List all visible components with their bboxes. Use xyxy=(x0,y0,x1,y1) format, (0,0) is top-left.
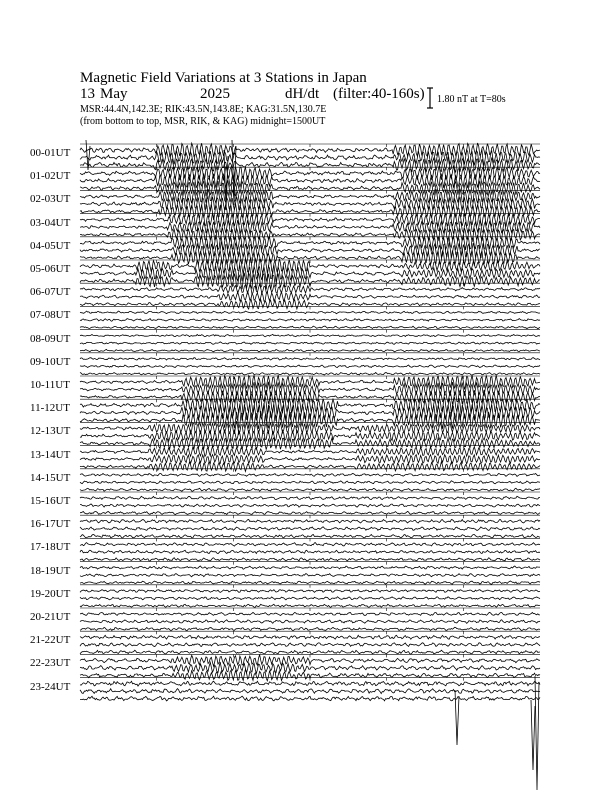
order-note: (from bottom to top, MSR, RIK, & KAG) midnight=1500UT xyxy=(80,116,326,127)
station-trace xyxy=(80,612,540,615)
station-trace xyxy=(80,650,540,654)
station-trace xyxy=(80,496,540,499)
station-trace xyxy=(80,365,540,368)
station-trace xyxy=(80,197,540,212)
station-trace xyxy=(80,689,540,694)
station-trace xyxy=(80,527,540,531)
hour-label: 05-06UT xyxy=(30,263,71,275)
filter-label: (filter:40-160s) xyxy=(333,86,425,102)
hour-label: 15-16UT xyxy=(30,495,71,507)
hour-label: 21-22UT xyxy=(30,634,71,647)
spike-trace xyxy=(531,700,535,770)
station-trace xyxy=(80,520,540,524)
station-trace xyxy=(80,292,540,302)
hour-label: 07-08UT xyxy=(30,309,71,322)
station-trace xyxy=(80,334,540,336)
station-trace xyxy=(80,620,540,624)
hour-label: 22-23UT xyxy=(30,657,71,670)
stations-label: MSR:44.4N,142.3E; RIK:43.5N,143.8E; KAG:31.5N,130.7E xyxy=(80,104,327,115)
quantity-label: dH/dt xyxy=(285,86,320,102)
scale-label: 1.80 nT at T=80s xyxy=(437,94,506,105)
station-trace xyxy=(80,550,540,553)
hour-label: 00-01UT xyxy=(30,147,71,159)
station-trace xyxy=(80,342,540,344)
hour-label: 04-05UT xyxy=(30,239,71,252)
hour-label: 19-20UT xyxy=(30,587,71,600)
spike-trace xyxy=(86,140,90,170)
hour-label: 03-04UT xyxy=(30,216,71,229)
hour-label: 11-12UT xyxy=(30,402,70,415)
hour-label: 10-11UT xyxy=(30,379,70,391)
station-trace xyxy=(80,358,540,361)
hour-label: 12-13UT xyxy=(30,425,71,438)
hour-label: 06-07UT xyxy=(30,286,71,299)
station-trace xyxy=(80,473,540,476)
station-trace xyxy=(80,311,540,314)
hour-label: 23-24UT xyxy=(30,680,71,693)
hour-label: 09-10UT xyxy=(30,355,71,368)
station-trace xyxy=(80,319,540,322)
hour-label: 01-02UT xyxy=(30,170,71,183)
spike-trace xyxy=(535,676,539,790)
hour-label: 20-21UT xyxy=(30,611,71,623)
station-trace xyxy=(80,373,540,376)
hour-label: 08-09UT xyxy=(30,332,71,345)
station-trace xyxy=(80,643,540,647)
station-trace xyxy=(80,349,540,351)
station-trace xyxy=(80,635,540,639)
hour-label: 02-03UT xyxy=(30,193,71,206)
station-trace xyxy=(80,566,540,569)
station-trace xyxy=(80,696,540,701)
station-trace xyxy=(80,543,540,547)
chart-title: Magnetic Field Variations at 3 Stations in Japan xyxy=(80,70,367,86)
station-trace xyxy=(80,488,540,491)
station-trace xyxy=(80,558,540,561)
station-trace xyxy=(80,604,540,607)
hour-label: 18-19UT xyxy=(30,564,71,577)
hour-label: 14-15UT xyxy=(30,471,71,484)
station-trace xyxy=(80,481,540,484)
station-trace xyxy=(80,574,540,577)
station-trace xyxy=(80,597,540,600)
date-month: May xyxy=(100,86,128,102)
station-trace xyxy=(80,581,540,584)
station-trace xyxy=(80,326,540,329)
hour-label: 13-14UT xyxy=(30,448,71,461)
station-trace xyxy=(80,590,540,593)
date-day: 13 xyxy=(80,86,95,102)
station-trace xyxy=(80,534,540,538)
date-year: 2025 xyxy=(200,86,230,102)
hour-label: 17-18UT xyxy=(30,541,71,554)
hour-label: 16-17UT xyxy=(30,518,71,531)
station-trace xyxy=(80,504,540,507)
station-trace xyxy=(80,681,540,686)
station-trace xyxy=(80,511,540,514)
station-trace xyxy=(80,627,540,630)
station-trace xyxy=(80,430,540,443)
